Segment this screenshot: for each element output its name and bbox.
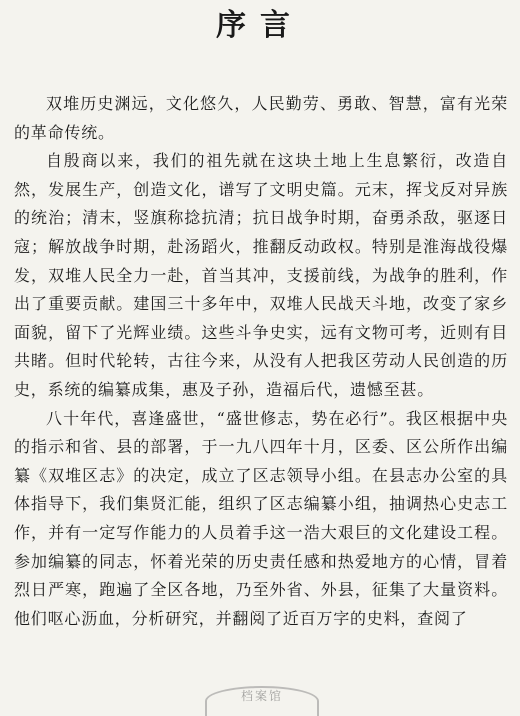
paragraph-1: 双堆历史渊远，文化悠久，人民勤劳、勇敢、智慧，富有光荣的革命传统。: [14, 94, 508, 142]
body-text: [14, 90, 508, 633]
library-stamp: 档案馆: [205, 686, 319, 716]
paragraph-3: 八十年代，喜逢盛世，“盛世修志，势在必行”。我区根据中央的指示和省、县的部署，于一九八四年十月，区委、区公所作出编纂《双堆区志》的决定，成立了区志领导小组。在县志办公室的具体指导下，我们集贤汇能，组织了区志编纂小组，抽调热心史志工作，并有一定写作能力的人员着手这一浩大艰巨的文化建设工程。参加编纂的同志，怀着光荣的历史责任感和热爱地方的心情，冒着烈日严寒，跑遍了全区各地，乃至外省、外县，征集了大量资料。他们呕心沥血，分析研究，并翻阅了近百万字的史料，查阅了: [14, 408, 508, 628]
page-title: 序言: [216, 8, 304, 43]
paragraph-2: 自殷商以来，我们的祖先就在这块土地上生息繁衍，改造自然，发展生产，创造文化，谱写了文明史篇。元末，挥戈反对异族的统治；清末，竖旗称捻抗清；抗日战争时期，奋勇杀敌，驱逐日寇；解放战争时期，赴汤蹈火，推翻反动政权。特别是淮海战役爆发，双堆人民全力一赴，首当其冲，支援前线，为战争的胜利，作出了重要贡献。建国三十多年中，双堆人民战天斗地，改变了家乡面貌，留下了光辉业绩。这些斗争史实，远有文物可考，近则有目共睹。但时代轮转，古往今来，从没有人把我区劳动人民创造的历史，系统的编纂成集，惠及子孙，造福后代，遗憾至甚。: [14, 151, 508, 399]
